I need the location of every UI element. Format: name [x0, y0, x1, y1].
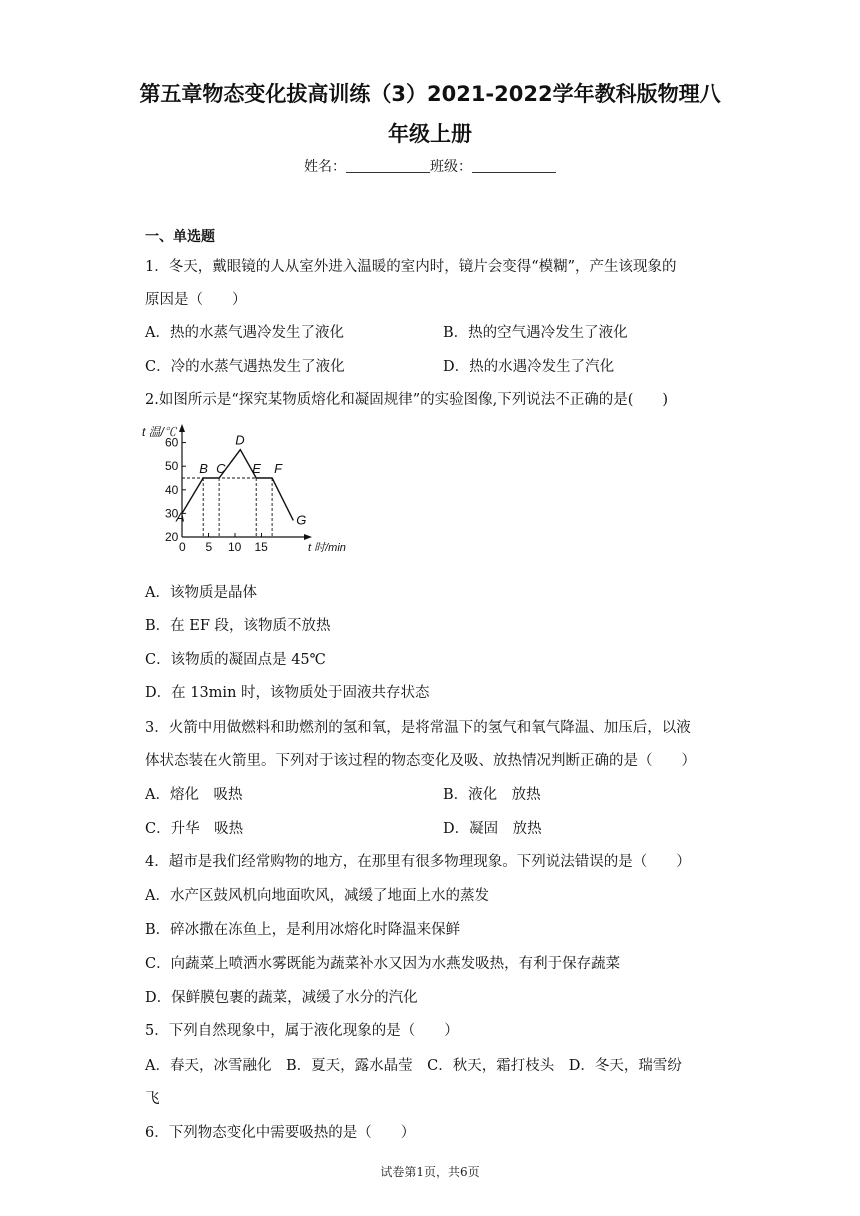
question-4-stem: 4．超市是我们经常购物的地方，在那里有很多物理现象。下列说法错误的是（ ）: [145, 854, 691, 870]
point-label: D: [235, 432, 245, 448]
question-5-options: A．春天，冰雪融化 B．夏天，露水晶莹 C．秋天，霜打枝头 D．冬天，瑞雪纷: [145, 1058, 682, 1074]
y-axis-label: t 温/℃: [142, 425, 177, 439]
question-5-options-cont: 飞: [145, 1091, 160, 1107]
question-3-option-d: D．凝固 放热: [443, 821, 542, 837]
y-tick-label: 40: [165, 482, 179, 497]
x-axis-arrow: [304, 534, 312, 540]
question-4-option-a: A．水产区鼓风机向地面吹风，减缓了地面上水的蒸发: [145, 888, 489, 904]
class-label: 班级：: [430, 159, 472, 175]
name-label: 姓名：: [304, 159, 346, 175]
y-tick-label: 60: [165, 435, 179, 450]
question-5-stem: 5．下列自然现象中，属于液化现象的是（ ）: [145, 1023, 459, 1039]
y-axis-arrow: [179, 424, 185, 432]
page-footer: 试卷第1页，共6页: [380, 1165, 480, 1179]
name-blank: [346, 158, 430, 173]
class-blank: [472, 158, 556, 173]
question-3-stem: 3．火箭中用做燃料和助燃剂的氢和氧，是将常温下的氢气和氧气降温、加压后，以液: [145, 720, 691, 736]
y-tick-label: 50: [165, 459, 179, 474]
question-1-option-c: C．冷的水蒸气遇热发生了液化: [145, 359, 345, 375]
question-3-option-c: C．升华 吸热: [145, 821, 244, 837]
point-label: G: [296, 512, 307, 528]
point-label: B: [199, 461, 208, 476]
question-1-stem-cont: 原因是（ ）: [145, 292, 247, 308]
point-label: F: [274, 461, 283, 476]
point-label: A: [176, 509, 185, 525]
question-4-option-b: B．碎冰撒在冻鱼上，是利用冰熔化时降温来保鲜: [145, 922, 461, 938]
question-2-option-c: C．该物质的凝固点是 45℃: [145, 652, 326, 668]
page-title-continued: 年级上册: [388, 122, 472, 146]
x-axis-label: t 时/min: [308, 542, 346, 554]
question-6-stem: 6．下列物态变化中需要吸热的是（ ）: [145, 1125, 416, 1141]
point-label: C: [216, 461, 226, 476]
x-tick-label: 0: [179, 540, 186, 554]
question-3-option-a: A．熔化 吸热: [145, 787, 243, 803]
section-heading: 一、单选题: [145, 229, 215, 245]
question-2-option-b: B．在 EF 段，该物质不放热: [145, 618, 331, 634]
question-4-option-d: D．保鲜膜包裹的蔬菜，减缓了水分的汽化: [145, 990, 418, 1006]
question-1-stem: 1．冬天，戴眼镜的人从室外进入温暖的室内时，镜片会变得“模糊”，产生该现象的: [145, 259, 677, 275]
question-1-option-b: B．热的空气遇冷发生了液化: [443, 325, 628, 341]
y-tick-label: 30: [165, 506, 179, 521]
question-2-option-a: A．该物质是晶体: [145, 585, 257, 601]
question-1-option-d: D．热的水遇冷发生了汽化: [443, 359, 615, 375]
question-2-option-d: D．在 13min 时，该物质处于固液共存状态: [145, 685, 430, 701]
x-tick-label: 15: [254, 540, 268, 554]
question-4-option-c: C．向蔬菜上喷洒水雾既能为蔬菜补水又因为水燕发吸热，有利于保存蔬菜: [145, 956, 621, 972]
x-tick-label: 10: [228, 540, 242, 554]
question-2-stem: 2.如图所示是“探究某物质熔化和凝固规律”的实验图像,下列说法不正确的是( ): [145, 392, 669, 408]
melting-curve-chart: [140, 422, 360, 557]
question-1-option-a: A．热的水蒸气遇冷发生了液化: [145, 325, 344, 341]
point-label: E: [252, 461, 261, 476]
page-title: 第五章物态变化拔高训练（3）2021-2022学年教科版物理八: [139, 82, 721, 106]
y-tick-label: 20: [165, 530, 179, 544]
x-tick-label: 5: [205, 540, 213, 554]
question-3-option-b: B．液化 放热: [443, 787, 541, 803]
question-3-stem-cont: 体状态装在火箭里。下列对于该过程的物态变化及吸、放热情况判断正确的是（ ）: [145, 753, 696, 769]
student-info: [0, 156, 860, 176]
